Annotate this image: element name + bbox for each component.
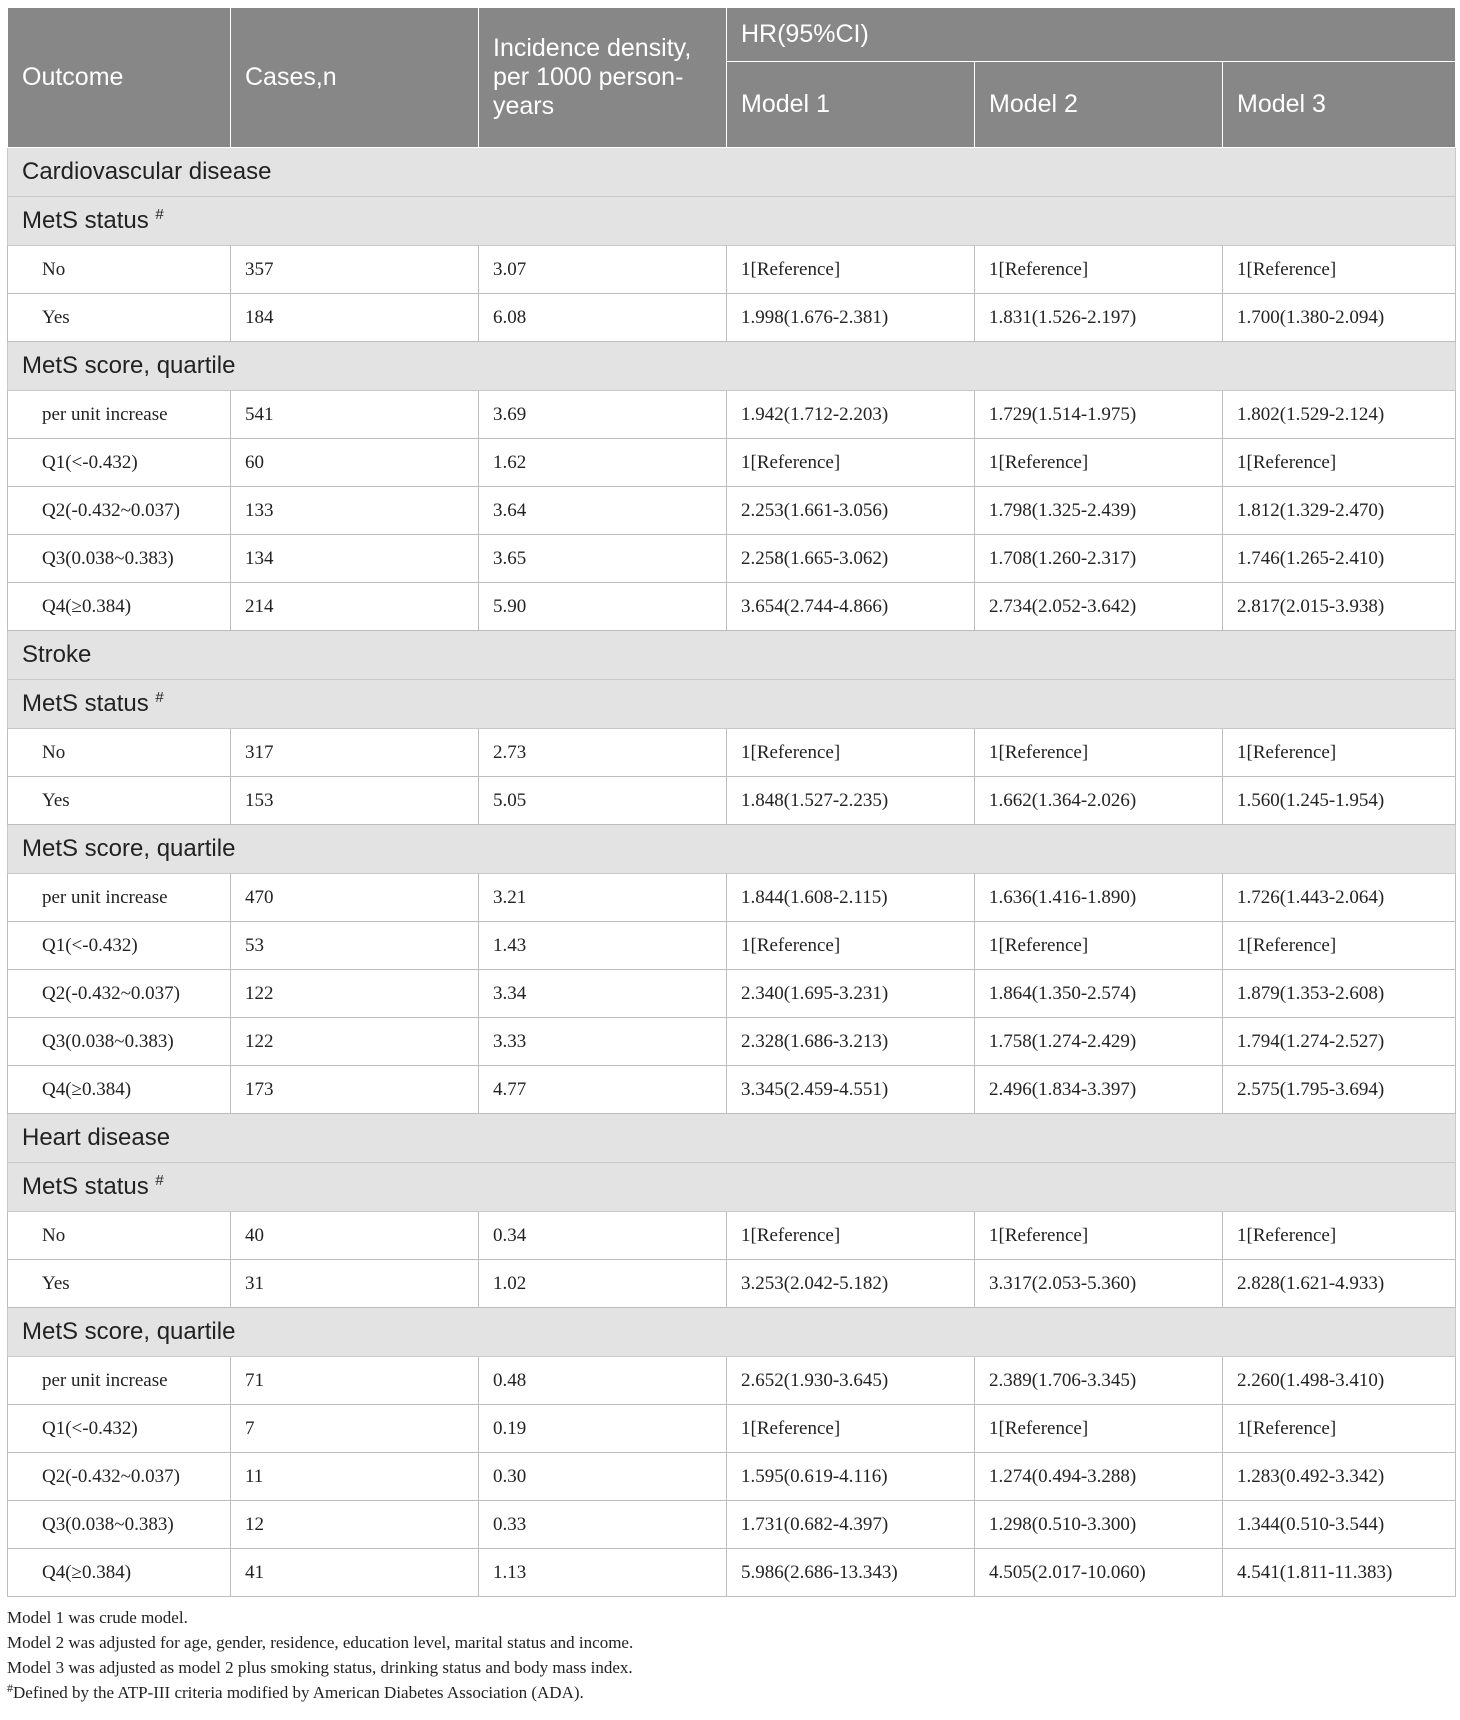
- cell-incidence: 0.34: [479, 1212, 727, 1260]
- table-row: [8, 1212, 1456, 1260]
- section-row: [8, 148, 1456, 197]
- section-label-text: MetS score, quartile: [22, 352, 236, 379]
- cell-model2: 1[Reference]: [975, 246, 1223, 294]
- cell-model2: 1.662(1.364-2.026): [975, 777, 1223, 825]
- table-row: [8, 922, 1456, 970]
- cell-model1: 5.986(2.686-13.343): [727, 1549, 975, 1597]
- cell-model1: 3.253(2.042-5.182): [727, 1260, 975, 1308]
- section-label: [8, 1114, 1456, 1163]
- cell-incidence: 3.21: [479, 874, 727, 922]
- cell-cases: 214: [231, 583, 479, 631]
- cell-incidence: 5.90: [479, 583, 727, 631]
- table-row: [8, 1260, 1456, 1308]
- cell-model2: 1.298(0.510-3.300): [975, 1501, 1223, 1549]
- cell-model1: 1[Reference]: [727, 729, 975, 777]
- cell-model3: 1[Reference]: [1223, 922, 1456, 970]
- footnote-definition: [7, 1680, 1455, 1705]
- section-label: [8, 342, 1456, 391]
- row-label: Q4(≥0.384): [8, 1549, 231, 1597]
- section-row: [8, 1114, 1456, 1163]
- row-label: Q4(≥0.384): [8, 1066, 231, 1114]
- cell-model2: 1.708(1.260-2.317): [975, 535, 1223, 583]
- cell-cases: 11: [231, 1453, 479, 1501]
- header-model1: Model 1: [727, 62, 975, 148]
- table-row: [8, 970, 1456, 1018]
- cell-model2: 1[Reference]: [975, 1405, 1223, 1453]
- cell-model3: 1[Reference]: [1223, 246, 1456, 294]
- cell-cases: 317: [231, 729, 479, 777]
- cell-cases: 153: [231, 777, 479, 825]
- row-label: Yes: [8, 294, 231, 342]
- cell-cases: 122: [231, 970, 479, 1018]
- cell-incidence: 6.08: [479, 294, 727, 342]
- hazard-ratio-table: [7, 7, 1456, 1597]
- cell-model3: 2.575(1.795-3.694): [1223, 1066, 1456, 1114]
- cell-model3: 2.260(1.498-3.410): [1223, 1357, 1456, 1405]
- section-label: [8, 825, 1456, 874]
- cell-model3: 1.746(1.265-2.410): [1223, 535, 1456, 583]
- cell-model1: 2.258(1.665-3.062): [727, 535, 975, 583]
- row-label: No: [8, 729, 231, 777]
- cell-model1: 1.998(1.676-2.381): [727, 294, 975, 342]
- table-row: [8, 487, 1456, 535]
- cell-incidence: 3.07: [479, 246, 727, 294]
- row-label: No: [8, 246, 231, 294]
- cell-model2: 2.734(2.052-3.642): [975, 583, 1223, 631]
- cell-model1: 1.731(0.682-4.397): [727, 1501, 975, 1549]
- footnote-model2: Model 2 was adjusted for age, gender, residence, education level, marital status and income.: [7, 1633, 634, 1652]
- table-row: [8, 874, 1456, 922]
- row-label: per unit increase: [8, 874, 231, 922]
- cell-model1: 1[Reference]: [727, 1212, 975, 1260]
- row-label: Q2(-0.432~0.037): [8, 970, 231, 1018]
- table-row: [8, 1453, 1456, 1501]
- cell-cases: 133: [231, 487, 479, 535]
- cell-model1: 2.652(1.930-3.645): [727, 1357, 975, 1405]
- table-row: [8, 1405, 1456, 1453]
- row-label: Q3(0.038~0.383): [8, 1018, 231, 1066]
- table-row: [8, 1357, 1456, 1405]
- cell-incidence: 3.33: [479, 1018, 727, 1066]
- cell-cases: 41: [231, 1549, 479, 1597]
- section-label: [8, 631, 1456, 680]
- cell-model1: 1.848(1.527-2.235): [727, 777, 975, 825]
- footnote-definition-text: Defined by the ATP-III criteria modified by American Diabetes Association (ADA).: [13, 1683, 584, 1702]
- cell-model3: 2.817(2.015-3.938): [1223, 583, 1456, 631]
- cell-cases: 470: [231, 874, 479, 922]
- cell-incidence: 0.30: [479, 1453, 727, 1501]
- cell-cases: 7: [231, 1405, 479, 1453]
- cell-incidence: 3.65: [479, 535, 727, 583]
- section-label: [8, 197, 1456, 246]
- row-label: per unit increase: [8, 391, 231, 439]
- table-row: [8, 535, 1456, 583]
- cell-model2: 1[Reference]: [975, 1212, 1223, 1260]
- footnote-model1: Model 1 was crude model.: [7, 1608, 188, 1627]
- results-table-container: [7, 7, 1455, 1705]
- cell-model2: 2.389(1.706-3.345): [975, 1357, 1223, 1405]
- row-label: Q3(0.038~0.383): [8, 535, 231, 583]
- cell-model1: 1.595(0.619-4.116): [727, 1453, 975, 1501]
- cell-incidence: 0.33: [479, 1501, 727, 1549]
- cell-cases: 122: [231, 1018, 479, 1066]
- cell-cases: 60: [231, 439, 479, 487]
- cell-model3: 1.802(1.529-2.124): [1223, 391, 1456, 439]
- table-body: [8, 148, 1456, 1597]
- cell-incidence: 3.34: [479, 970, 727, 1018]
- cell-incidence: 1.62: [479, 439, 727, 487]
- cell-model2: 1[Reference]: [975, 922, 1223, 970]
- cell-model3: 1.283(0.492-3.342): [1223, 1453, 1456, 1501]
- cell-model3: 4.541(1.811-11.383): [1223, 1549, 1456, 1597]
- cell-model3: 1[Reference]: [1223, 729, 1456, 777]
- section-label-text: MetS score, quartile: [22, 1318, 236, 1345]
- table-row: [8, 1549, 1456, 1597]
- table-row: [8, 1066, 1456, 1114]
- cell-incidence: 3.69: [479, 391, 727, 439]
- cell-cases: 357: [231, 246, 479, 294]
- footnote-marker: #: [155, 689, 164, 706]
- cell-model2: 1.274(0.494-3.288): [975, 1453, 1223, 1501]
- section-label: [8, 1163, 1456, 1212]
- header-outcome: Outcome: [8, 8, 231, 148]
- section-row: [8, 631, 1456, 680]
- cell-model3: 1.344(0.510-3.544): [1223, 1501, 1456, 1549]
- cell-model2: 3.317(2.053-5.360): [975, 1260, 1223, 1308]
- table-footnotes: [7, 1605, 1455, 1705]
- section-label-text: MetS status: [22, 1173, 149, 1200]
- cell-incidence: 3.64: [479, 487, 727, 535]
- section-label-text: Stroke: [22, 641, 92, 668]
- cell-model1: 3.654(2.744-4.866): [727, 583, 975, 631]
- section-label-text: MetS status: [22, 207, 149, 234]
- section-row: [8, 680, 1456, 729]
- section-label-text: MetS status: [22, 690, 149, 717]
- cell-cases: 134: [231, 535, 479, 583]
- cell-model1: 1[Reference]: [727, 922, 975, 970]
- cell-cases: 541: [231, 391, 479, 439]
- section-row: [8, 1163, 1456, 1212]
- cell-incidence: 1.43: [479, 922, 727, 970]
- cell-model1: 1.942(1.712-2.203): [727, 391, 975, 439]
- row-label: Q1(<-0.432): [8, 439, 231, 487]
- cell-model1: 2.340(1.695-3.231): [727, 970, 975, 1018]
- row-label: Q2(-0.432~0.037): [8, 1453, 231, 1501]
- cell-incidence: 5.05: [479, 777, 727, 825]
- cell-incidence: 1.02: [479, 1260, 727, 1308]
- cell-model2: 1.729(1.514-1.975): [975, 391, 1223, 439]
- cell-incidence: 1.13: [479, 1549, 727, 1597]
- cell-cases: 53: [231, 922, 479, 970]
- cell-model1: 1.844(1.608-2.115): [727, 874, 975, 922]
- cell-model2: 4.505(2.017-10.060): [975, 1549, 1223, 1597]
- cell-model1: 3.345(2.459-4.551): [727, 1066, 975, 1114]
- cell-model2: 1.798(1.325-2.439): [975, 487, 1223, 535]
- cell-incidence: 0.19: [479, 1405, 727, 1453]
- cell-model3: 1[Reference]: [1223, 439, 1456, 487]
- section-row: [8, 342, 1456, 391]
- cell-model3: 1.560(1.245-1.954): [1223, 777, 1456, 825]
- cell-model3: 1.726(1.443-2.064): [1223, 874, 1456, 922]
- cell-model3: 1.879(1.353-2.608): [1223, 970, 1456, 1018]
- footnote-marker: #: [7, 1681, 13, 1695]
- section-label-text: Cardiovascular disease: [22, 158, 272, 185]
- row-label: Q1(<-0.432): [8, 1405, 231, 1453]
- table-row: [8, 391, 1456, 439]
- cell-model3: 1.700(1.380-2.094): [1223, 294, 1456, 342]
- table-row: [8, 1501, 1456, 1549]
- cell-cases: 71: [231, 1357, 479, 1405]
- row-label: per unit increase: [8, 1357, 231, 1405]
- row-label: Q4(≥0.384): [8, 583, 231, 631]
- section-label: [8, 680, 1456, 729]
- footnote-marker: #: [155, 206, 164, 223]
- cell-model2: 1[Reference]: [975, 729, 1223, 777]
- header-hr: HR(95%CI): [727, 8, 1456, 62]
- row-label: Yes: [8, 777, 231, 825]
- section-row: [8, 1308, 1456, 1357]
- cell-model3: 2.828(1.621-4.933): [1223, 1260, 1456, 1308]
- section-label: [8, 1308, 1456, 1357]
- cell-incidence: 4.77: [479, 1066, 727, 1114]
- cell-cases: 173: [231, 1066, 479, 1114]
- cell-model2: 1.636(1.416-1.890): [975, 874, 1223, 922]
- cell-model2: 1.758(1.274-2.429): [975, 1018, 1223, 1066]
- footnote-marker: #: [155, 1172, 164, 1189]
- cell-model1: 1[Reference]: [727, 246, 975, 294]
- cell-model2: 1.864(1.350-2.574): [975, 970, 1223, 1018]
- table-row: [8, 583, 1456, 631]
- row-label: Q2(-0.432~0.037): [8, 487, 231, 535]
- cell-model3: 1[Reference]: [1223, 1405, 1456, 1453]
- cell-model3: 1.794(1.274-2.527): [1223, 1018, 1456, 1066]
- table-row: [8, 777, 1456, 825]
- cell-model2: 2.496(1.834-3.397): [975, 1066, 1223, 1114]
- header-cases: Cases,n: [231, 8, 479, 148]
- cell-cases: 12: [231, 1501, 479, 1549]
- row-label: Q1(<-0.432): [8, 922, 231, 970]
- section-label-text: MetS score, quartile: [22, 835, 236, 862]
- table-row: [8, 1018, 1456, 1066]
- cell-cases: 184: [231, 294, 479, 342]
- table-row: [8, 439, 1456, 487]
- cell-cases: 31: [231, 1260, 479, 1308]
- header-model3: Model 3: [1223, 62, 1456, 148]
- row-label: No: [8, 1212, 231, 1260]
- cell-model3: 1.812(1.329-2.470): [1223, 487, 1456, 535]
- section-row: [8, 825, 1456, 874]
- cell-model3: 1[Reference]: [1223, 1212, 1456, 1260]
- cell-model1: 2.253(1.661-3.056): [727, 487, 975, 535]
- cell-cases: 40: [231, 1212, 479, 1260]
- table-header: [8, 8, 1456, 148]
- section-label: [8, 148, 1456, 197]
- cell-model1: 1[Reference]: [727, 439, 975, 487]
- table-row: [8, 729, 1456, 777]
- cell-model2: 1.831(1.526-2.197): [975, 294, 1223, 342]
- section-row: [8, 197, 1456, 246]
- cell-incidence: 2.73: [479, 729, 727, 777]
- row-label: Q3(0.038~0.383): [8, 1501, 231, 1549]
- section-label-text: Heart disease: [22, 1124, 171, 1151]
- table-row: [8, 246, 1456, 294]
- row-label: Yes: [8, 1260, 231, 1308]
- footnote-model3: Model 3 was adjusted as model 2 plus smoking status, drinking status and body mass index.: [7, 1658, 633, 1677]
- header-model2: Model 2: [975, 62, 1223, 148]
- cell-model1: 2.328(1.686-3.213): [727, 1018, 975, 1066]
- header-incidence: Incidence density, per 1000 person-years: [479, 8, 727, 148]
- cell-model2: 1[Reference]: [975, 439, 1223, 487]
- table-row: [8, 294, 1456, 342]
- cell-model1: 1[Reference]: [727, 1405, 975, 1453]
- cell-incidence: 0.48: [479, 1357, 727, 1405]
